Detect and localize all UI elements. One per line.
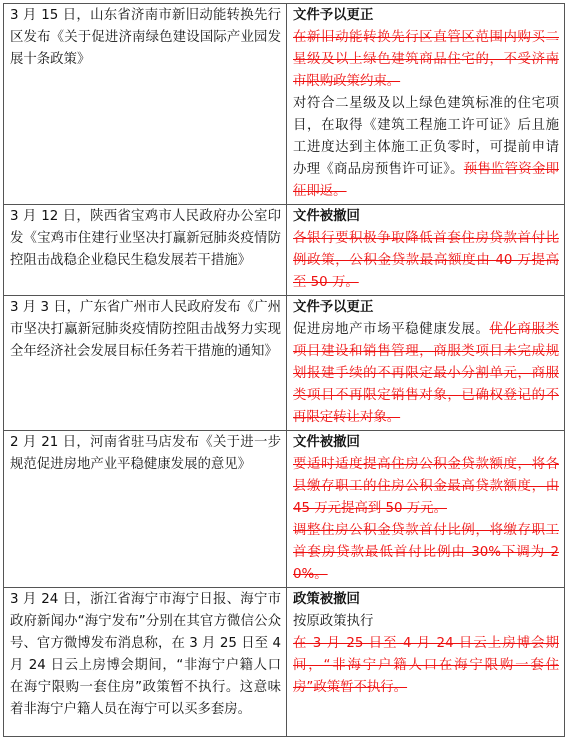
page <box>3 3 564 737</box>
policy-status-cell <box>287 431 565 588</box>
struck-text: 各银行要积极争取降低首套住房贷款首付比例政策，公积金贷款最高额度由 40 万提高至 50 万。 <box>293 231 559 290</box>
policy-status-cell <box>287 205 565 296</box>
policy-source-text: 3 月 15 日，山东省济南市新旧动能转换先行区发布《关于促进济南绿色建设国际产业园发展十条政策》 <box>10 8 281 67</box>
policy-source-cell <box>4 4 287 205</box>
policy-source-cell <box>4 296 287 431</box>
policy-source-cell <box>4 588 287 737</box>
struck-text: 优化商服类项目建设和销售管理，商服类项目未完成规划报建手续的不再限定最小分割单元，商服类项目不再限定销售对象，已确权登记的不再限定转让对象。 <box>293 322 560 425</box>
status-label: 政策被撤回 <box>293 592 360 607</box>
retained-text: 按原政策执行 <box>293 614 374 629</box>
table-row <box>4 431 565 588</box>
struck-text: 预售监管资金即征即返。 <box>293 162 559 199</box>
status-label: 文件予以更正 <box>293 300 374 315</box>
policy-source-cell <box>4 205 287 296</box>
policy-source-cell <box>4 431 287 588</box>
retained-text: 对符合二星级及以上绿色建筑标准的住宅项目，在取得《建筑工程施工许可证》后且施工进度达到主体施工正负零时，可提前申请办理《商品房预售许可证》。 <box>293 96 559 177</box>
status-label: 文件予以更正 <box>293 8 374 23</box>
policy-status-cell <box>287 4 565 205</box>
policy-source-text: 3 月 12 日，陕西省宝鸡市人民政府办公室印发《宝鸡市住建行业坚决打赢新冠肺炎疫情防控阻击战稳企业稳民生稳发展若干措施》 <box>10 209 281 268</box>
retained-text: 促进房地产市场平稳健康发展。 <box>293 322 490 337</box>
struck-text: 在 3 月 25 日至 4 月 24 日云上房博会期间，“非海宁户籍人口在海宁限购一套住房”政策暂不执行。 <box>293 636 559 695</box>
policy-text <box>293 319 559 429</box>
table-row <box>4 296 565 431</box>
table-row <box>4 4 565 205</box>
policy-status-cell <box>287 588 565 737</box>
status-label: 文件被撤回 <box>293 209 360 224</box>
struck-text: 要适时适度提高住房公积金贷款额度，将各县缴存职工的住房公积金最高贷款额度，由 45 万元提高到 50 万元。 <box>293 457 559 516</box>
policy-source-text: 3 月 24 日，浙江省海宁市海宁日报、海宁市政府新闻办“海宁发布”分别在其官方微信公众号、官方微博发布消息称，在 3 月 25 日至 4 月 24 日云上房博会期间，“非海宁户籍人口在海宁限购一套住房”政策暂不执行。这意味着非海宁户籍人员在海宁可以买多套房。 <box>10 592 281 717</box>
status-label: 文件被撤回 <box>293 435 360 450</box>
policy-text <box>293 93 559 203</box>
table-row <box>4 588 565 737</box>
struck-text: 调整住房公积金贷款首付比例，将缴存职工首套房贷款最低首付比例由 30%下调为 20%。 <box>293 523 559 582</box>
policy-status-cell <box>287 296 565 431</box>
policy-source-text: 3 月 3 日，广东省广州市人民政府发布《广州市坚决打赢新冠肺炎疫情防控阻击战努力实现全年经济社会发展目标任务若干措施的通知》 <box>10 300 281 359</box>
table-row <box>4 205 565 296</box>
struck-text: 在新旧动能转换先行区直管区范围内购买二星级及以上绿色建筑商品住宅的，不受济南市限购政策约束。 <box>293 30 559 89</box>
policy-changes-table <box>3 3 565 737</box>
policy-source-text: 2 月 21 日，河南省驻马店发布《关于进一步规范促进房地产业平稳健康发展的意见》 <box>10 435 281 472</box>
